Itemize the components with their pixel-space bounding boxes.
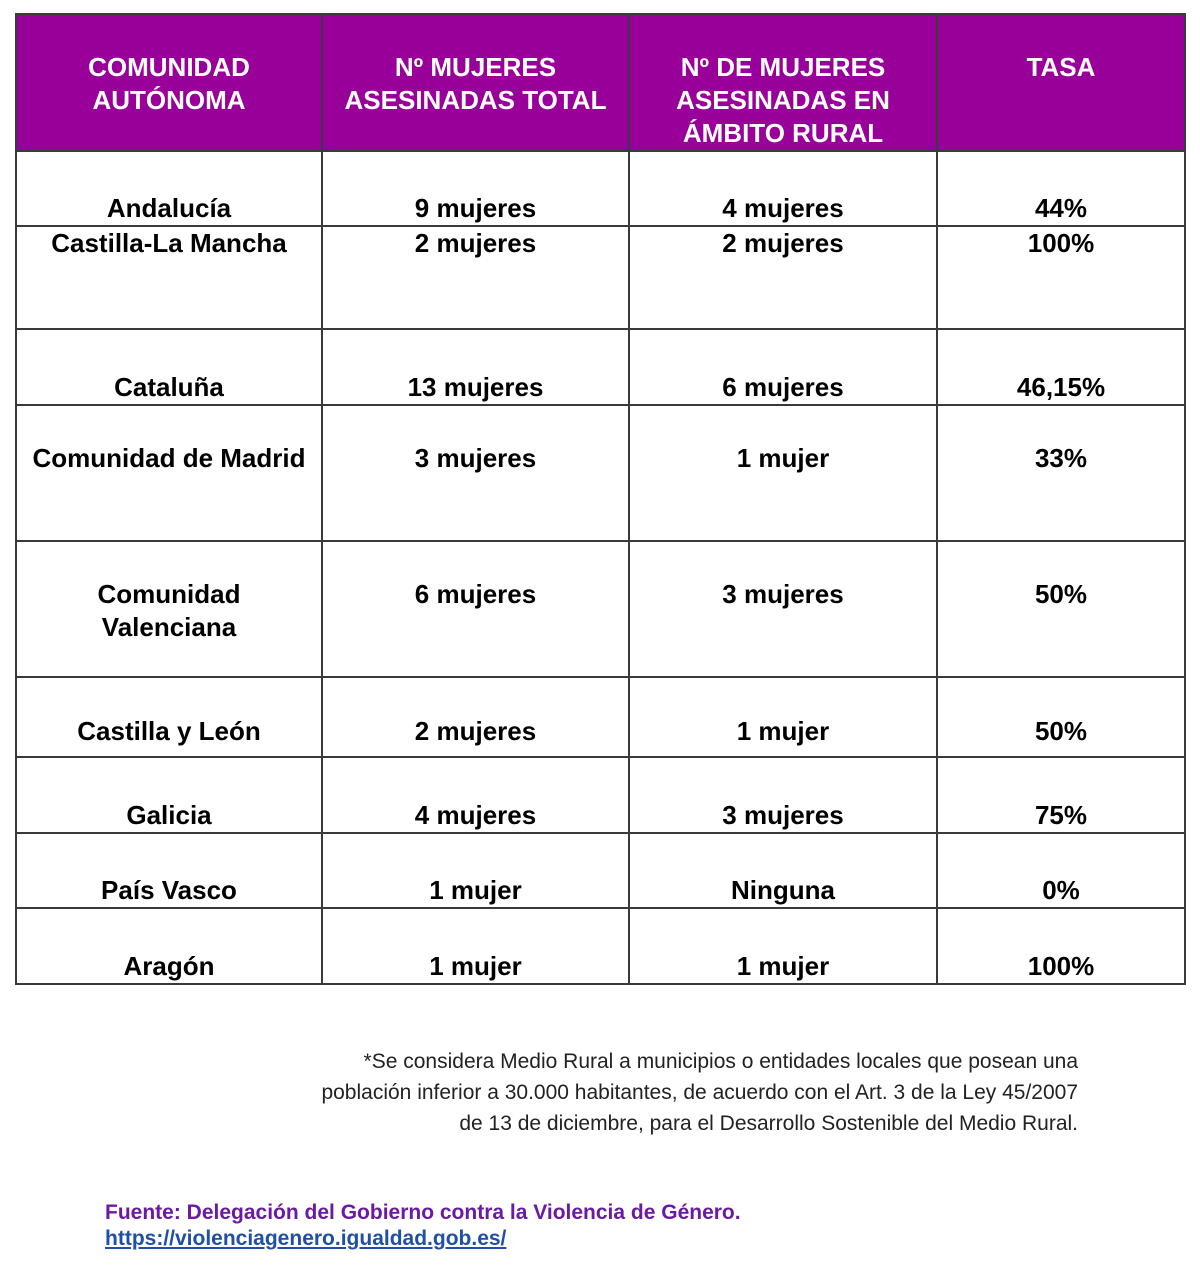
source-text: Fuente: Delegación del Gobierno contra la Violencia de Género.	[105, 1201, 741, 1224]
header-total: Nº MUJERES ASESINADAS TOTAL	[322, 14, 629, 151]
cell-tasa: 33%	[937, 405, 1185, 541]
cell-comunidad: Castilla-La Mancha	[16, 226, 322, 329]
table-row	[16, 908, 1185, 984]
cell-comunidad: Castilla y León	[16, 677, 322, 757]
cell-rural: 3 mujeres	[629, 757, 937, 833]
table-header-row	[16, 14, 1185, 151]
cell-total: 9 mujeres	[322, 151, 629, 226]
cell-rural: Ninguna	[629, 833, 937, 908]
cell-total: 6 mujeres	[322, 541, 629, 677]
cell-tasa: 46,15%	[937, 329, 1185, 405]
header-rural: Nº DE MUJERES ASESINADAS EN ÁMBITO RURAL	[629, 14, 937, 151]
cell-tasa: 44%	[937, 151, 1185, 226]
cell-total: 1 mujer	[322, 908, 629, 984]
cell-comunidad: Galicia	[16, 757, 322, 833]
cell-total: 2 mujeres	[322, 226, 629, 329]
data-table	[15, 13, 1186, 985]
cell-comunidad: Andalucía	[16, 151, 322, 226]
cell-tasa: 75%	[937, 757, 1185, 833]
cell-total: 13 mujeres	[322, 329, 629, 405]
table-row	[16, 757, 1185, 833]
header-tasa: TASA	[937, 14, 1185, 151]
cell-rural: 6 mujeres	[629, 329, 937, 405]
cell-rural: 1 mujer	[629, 908, 937, 984]
cell-rural: 1 mujer	[629, 677, 937, 757]
cell-comunidad: Aragón	[16, 908, 322, 984]
cell-rural: 4 mujeres	[629, 151, 937, 226]
header-comunidad: COMUNIDAD AUTÓNOMA	[16, 14, 322, 151]
footnote: *Se considera Medio Rural a municipios o entidades locales que posean una población inferior a 30.000 habitantes, de acuerdo con el Art. 3 de la Ley 45/2007 de 13 de diciembre, para el Desarrollo Sostenible del Medio Rural.	[321, 1050, 1078, 1135]
cell-total: 1 mujer	[322, 833, 629, 908]
table-row	[16, 677, 1185, 757]
cell-comunidad: País Vasco	[16, 833, 322, 908]
table-row	[16, 226, 1185, 329]
source-link[interactable]: https://violenciagenero.igualdad.gob.es/	[105, 1227, 507, 1250]
cell-rural: 3 mujeres	[629, 541, 937, 677]
cell-tasa: 100%	[937, 226, 1185, 329]
table-row	[16, 541, 1185, 677]
table-row	[16, 329, 1185, 405]
cell-tasa: 50%	[937, 541, 1185, 677]
cell-tasa: 0%	[937, 833, 1185, 908]
source-block	[105, 1200, 741, 1252]
cell-comunidad: Comunidad Valenciana	[16, 541, 322, 677]
cell-total: 3 mujeres	[322, 405, 629, 541]
cell-total: 2 mujeres	[322, 677, 629, 757]
cell-comunidad: Comunidad de Madrid	[16, 405, 322, 541]
cell-tasa: 100%	[937, 908, 1185, 984]
cell-tasa: 50%	[937, 677, 1185, 757]
cell-rural: 1 mujer	[629, 405, 937, 541]
table-row	[16, 833, 1185, 908]
table-row	[16, 405, 1185, 541]
cell-comunidad: Cataluña	[16, 329, 322, 405]
cell-rural: 2 mujeres	[629, 226, 937, 329]
table-row	[16, 151, 1185, 226]
cell-total: 4 mujeres	[322, 757, 629, 833]
